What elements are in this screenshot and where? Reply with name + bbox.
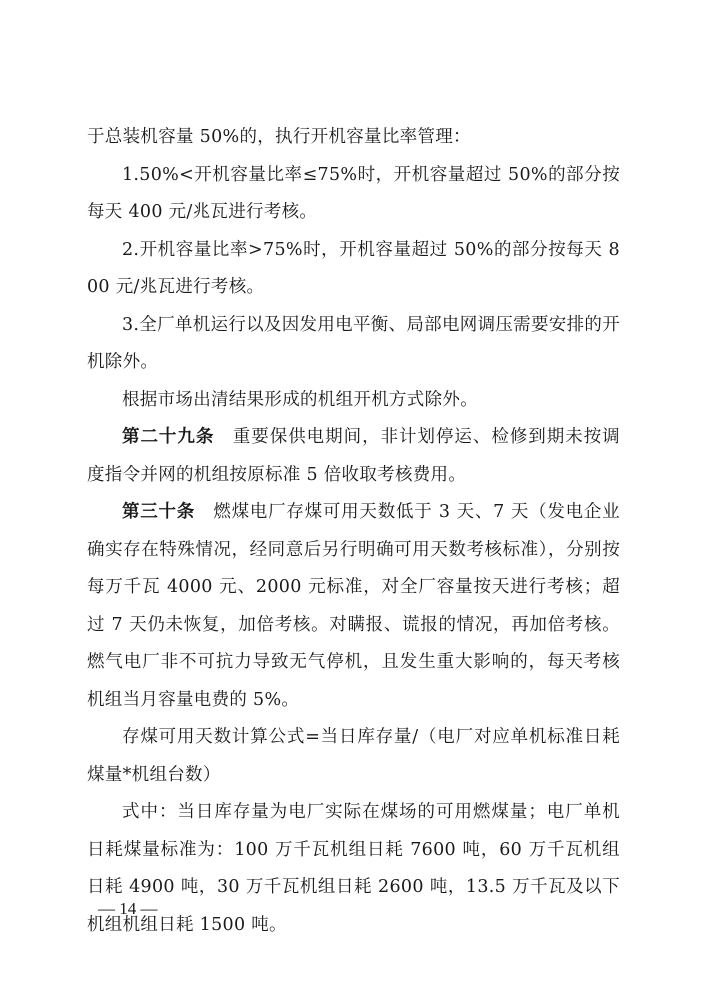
paragraph-market-exception: 根据市场出清结果形成的机组开机方式除外。 [122, 389, 478, 410]
paragraph-rule-3: 3.全厂单机运行以及因发用电平衡、局部电网调压需要安排的开机除外。 [87, 314, 620, 372]
paragraph-rule-1: 1.50%<开机容量比率≤75%时，开机容量超过 50%的部分按每天 400 元/兆瓦进行考核。 [87, 164, 620, 222]
article-30-text: 燃煤电厂存煤可用天数低于 3 天、7 天（发电企业确实存在特殊情况，经同意后另行明确可用天数考核标准），分别按每万千瓦 4000 元、2000 元标准，对全厂容量按天进行考核；超过 7 天仍未恢复，加倍考核。对瞒报、谎报的情况，再加倍考核。燃气电厂非不可抗力导致无气停机，且发生重大影响的，每天考核机组当月容量电费的 5%。 [87, 502, 620, 710]
paragraph-formula-explanation: 式中：当日库存量为电厂实际在煤场的可用燃煤量；电厂单机日耗煤量标准为：100 万千瓦机组日耗 7600 吨，60 万千瓦机组日耗 4900 吨，30 万千瓦机组日耗 2600 吨，13.5 万千瓦及以下机组机组日耗 1500 吨。 [87, 802, 620, 935]
article-29-heading: 第二十九条 [122, 427, 215, 447]
article-30 [87, 494, 620, 719]
paragraph-formula: 存煤可用天数计算公式=当日库存量/（电厂对应单机标准日耗煤量*机组台数） [87, 727, 620, 785]
paragraph-continuation: 于总装机容量 50%的，执行开机容量比率管理： [87, 127, 471, 147]
paragraph-rule-2: 2.开机容量比率>75%时，开机容量超过 50%的部分按每天 800 元/兆瓦进行考核。 [87, 239, 620, 297]
article-30-heading: 第三十条 [122, 502, 196, 522]
article-29 [87, 419, 620, 494]
document-body [87, 119, 620, 944]
article-29-text: 重要保供电期间，非计划停运、检修到期未按调度指令并网的机组按原标准 5 倍收取考核费用。 [87, 427, 620, 485]
page-number: — 14 — [98, 899, 158, 918]
